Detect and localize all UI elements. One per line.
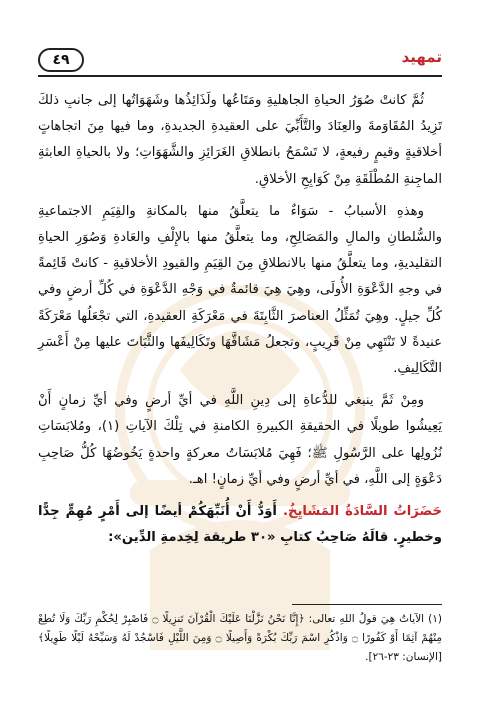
paragraph-1: ثُمَّ كانتْ صُوَرُ الحياةِ الجاهليةِ ومَتَاعُها ولَذَائِذُها وشَهَوَاتُها إلى جانبِ ذلكَ تَزِيدُ المُقَاوَمةَ والعِنَادَ والتَّأَبِّيَ على العقيدةِ الجديدةِ، وما فيها مِنَ اتجاهاتٍ أخلاقيةٍ وقيمٍ رفيعةٍ، لا تَسْمَحُ بانطلاقِ الغَرَائِزِ والشَّهَوَاتِ؛ ولا بالحياةِ العابثةِ الماجِنةِ المُطْلَقَةِ مِنْ كَوَابِحِ الأخلاقِ.: [38, 93, 442, 187]
main-text: [38, 88, 442, 551]
footnote-text: (١) الآياتُ هِيَ قولُ اللهِ تعالى: ﴿إِنَّا نَحْنُ نَزَّلْنَا عَلَيْكَ الْقُرْآنَ تَنزِيلًا ۝ فَاصْبِرْ لِحُكْمِ رَبِّكَ وَلَا تُطِعْ مِنْهُمْ آثِمًا أَوْ كَفُورًا ۝ وَاذْكُرِ اسْمَ رَبِّكَ بُكْرَةً وَأَصِيلًا ۝ وَمِنَ اللَّيْلِ فَاسْجُدْ لَهُ وَسَبِّحْهُ لَيْلًا طَوِيلًا﴾ [الإنسان: ٢٣-٢٦].: [38, 613, 443, 663]
header-rule: [38, 75, 442, 77]
paragraph-3: ومِنْ ثَمَّ ينبغي للدُّعاةِ إلى دِينِ اللَّهِ في أيِّ أرضٍ وفي أيِّ زمانٍ أَنْ يَعِيشُوا طويلًا في الحقيقةِ الكبيرةِ الكامنةِ في تِلْكَ الآياتِ (١)، ومُلابَسَاتِ نُزُولِها على الرَّسُولِ ﷺ؛ فَهِيَ مُلابَسَاتُ معركةٍ واحدةٍ يَخُوضُهَا كُلُّ صَاحِبِ دَعْوَةٍ إلى اللَّهِ، في أيِّ أرضٍ وفي أيِّ زمانٍ! اهـ.: [38, 393, 442, 487]
running-head: تمهيد: [401, 48, 442, 66]
footnote-rule: [292, 604, 442, 605]
paragraph-2: وهذهِ الأسبابُ - سَوَاءٌ ما يتعلَّقُ منها بالمكانةِ والقِيَمِ الاجتماعيةِ والسُّلطانِ والمالِ والمَصَالِحِ، وما يتعلَّقُ منها بالإِلْفِ والعَادةِ وَصُوَرِ الحياةِ التقليديةِ، وما يتعلَّقُ منها بالانطلاقِ مِنَ القِيَمِ والقيودِ الأخلاقيةِ - كانتْ قَائِمةً في وجهِ الدَّعْوَةِ الأُولَى، وهِيَ هِيَ قائمةٌ في وَجْهِ الدَّعْوَةِ في كُلِّ أرضٍ وفي كُلِّ جيلٍ. وهِيَ تُمَثِّلُ العناصرَ الثَّابِتَةَ في مَعْرَكَةِ العقيدةِ، التي تجْعَلُها مَعْرَكَةً عنيدةً لا تَنْتَهِي مِنْ قَرِيبٍ، وتجعلُ مَشَاقَّهَا وتَكَالِيفَها والثَّبَاتَ عليها مِنْ أَعْسَرِ التَّكَالِيفِ.: [38, 203, 442, 377]
closing-paragraph: [38, 499, 442, 551]
footnote: [38, 610, 442, 667]
closing-text: أَوَدُّ أَنْ أُنَبِّهَكُمْ أيضًا إلى أَمْرٍ مُهِمٍّ جِدًّا وخطيرٍ. قالَهُ صَاحِبُ كتابِ «٣٠ طريقة لِخِدمةِ الدِّين»:: [38, 504, 442, 546]
page-header: [38, 48, 442, 78]
page-number: ٤٩: [38, 48, 84, 72]
address-phrase: حَضَرَاتُ السَّادَةُ المَشَايِخُ.: [282, 504, 443, 520]
